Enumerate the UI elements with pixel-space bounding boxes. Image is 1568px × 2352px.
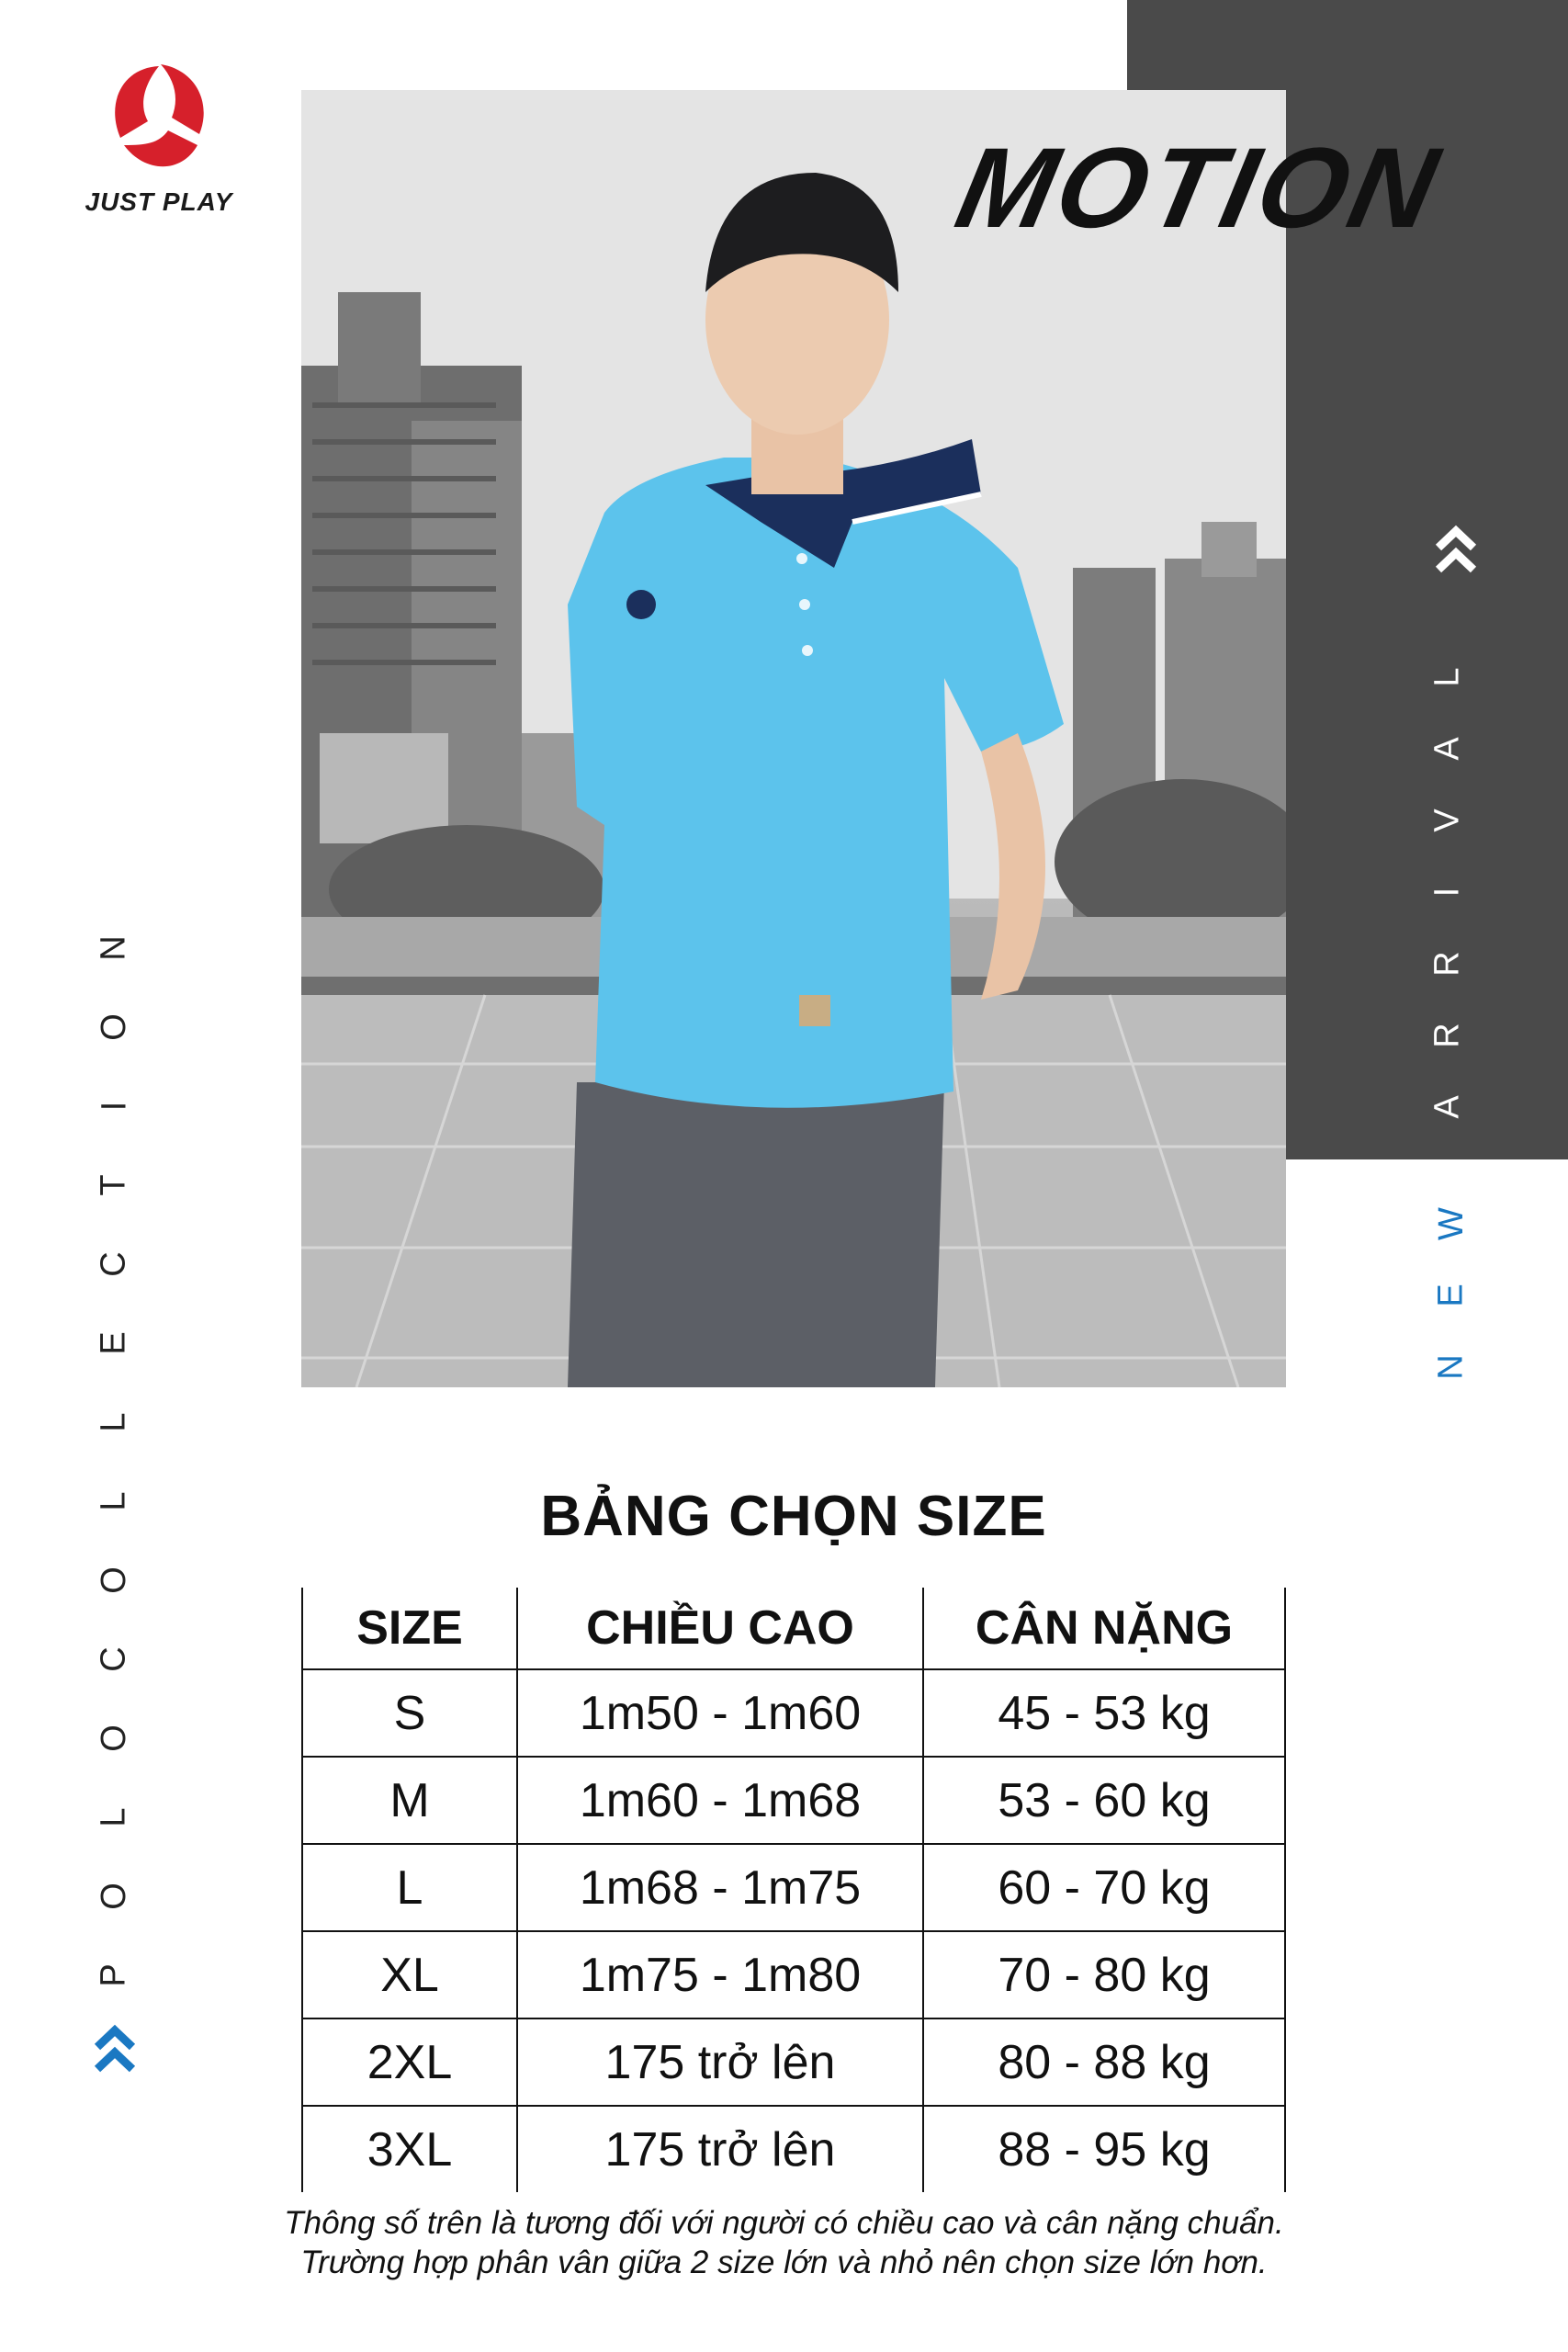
weight-cell: 80 - 88 kg [923, 2018, 1285, 2106]
height-cell: 1m60 - 1m68 [517, 1757, 923, 1844]
table-row [302, 1931, 1285, 2018]
arrival-letter: R [1427, 1023, 1467, 1048]
collection-letter: E [94, 1331, 133, 1355]
table-row [302, 2106, 1285, 2192]
collection-letter: I [94, 1101, 133, 1112]
vertical-text-arrival [1427, 657, 1467, 1127]
size-chart-title: BẢNG CHỌN SIZE [540, 1485, 1047, 1548]
table-row [302, 2018, 1285, 2106]
weight-cell: 88 - 95 kg [923, 2106, 1285, 2192]
brand-logo-text: JUST PLAY [85, 187, 233, 216]
header-size: SIZE [302, 1588, 517, 1669]
product-photo [301, 90, 1286, 1387]
collection-letter: N [94, 935, 133, 961]
model-scene-illustration [301, 90, 1286, 1387]
height-cell: 1m68 - 1m75 [517, 1844, 923, 1931]
arrival-letter: A [1427, 1095, 1467, 1119]
weight-cell: 45 - 53 kg [923, 1669, 1285, 1757]
collection-letter: C [94, 1251, 133, 1277]
size-note-line-1: Thông số trên là tương đối với người có chiều cao và cân nặng chuẩn. [284, 2205, 1284, 2241]
vertical-text-new [1431, 1204, 1471, 1387]
height-cell: 1m50 - 1m60 [517, 1669, 923, 1757]
polo-letter: O [94, 1724, 133, 1752]
arrival-letter: R [1427, 951, 1467, 977]
collection-letter: O [94, 1013, 133, 1041]
size-note-line-2: Trường hợp phân vân giữa 2 size lớn và nhỏ nên chọn size lớn hơn. [300, 2245, 1268, 2280]
height-cell: 175 trở lên [517, 2018, 923, 2106]
brand-logo [62, 57, 255, 222]
size-note [92, 2203, 1476, 2282]
height-cell: 175 trở lên [517, 2106, 923, 2192]
arrival-letter: V [1427, 808, 1467, 832]
collection-letter: T [94, 1174, 133, 1196]
double-chevron-up-icon [94, 2021, 136, 2076]
polo-letter: O [94, 1883, 133, 1910]
weight-cell: 60 - 70 kg [923, 1844, 1285, 1931]
polo-letter: L [94, 1807, 133, 1827]
table-header-row [302, 1588, 1285, 1669]
collection-headline: MOTION [946, 125, 1451, 252]
size-cell: 3XL [302, 2106, 517, 2192]
size-chart-table [301, 1588, 1286, 2192]
header-weight: CÂN NẶNG [923, 1588, 1285, 1669]
weight-cell: 70 - 80 kg [923, 1931, 1285, 2018]
header-height: CHIỀU CAO [517, 1588, 923, 1669]
weight-cell: 53 - 60 kg [923, 1757, 1285, 1844]
table-row [302, 1669, 1285, 1757]
collection-letter: O [94, 1566, 133, 1594]
height-cell: 1m75 - 1m80 [517, 1931, 923, 2018]
collection-letter: L [94, 1491, 133, 1511]
new-letter: N [1431, 1354, 1471, 1380]
vertical-text-polo-collection [94, 928, 133, 1996]
size-cell: L [302, 1844, 517, 1931]
size-cell: M [302, 1757, 517, 1844]
arrival-letter: L [1427, 667, 1467, 687]
table-row [302, 1844, 1285, 1931]
double-chevron-up-icon [1435, 522, 1477, 577]
brand-logo-icon [104, 57, 214, 186]
table-row [302, 1757, 1285, 1844]
size-cell: S [302, 1669, 517, 1757]
size-cell: 2XL [302, 2018, 517, 2106]
arrival-letter: A [1427, 737, 1467, 761]
collection-letter: L [94, 1412, 133, 1432]
collection-letter: C [94, 1646, 133, 1672]
new-letter: W [1431, 1207, 1471, 1240]
new-letter: E [1431, 1283, 1471, 1307]
polo-letter: P [94, 1963, 133, 1987]
arrival-letter: I [1427, 887, 1467, 898]
size-cell: XL [302, 1931, 517, 2018]
